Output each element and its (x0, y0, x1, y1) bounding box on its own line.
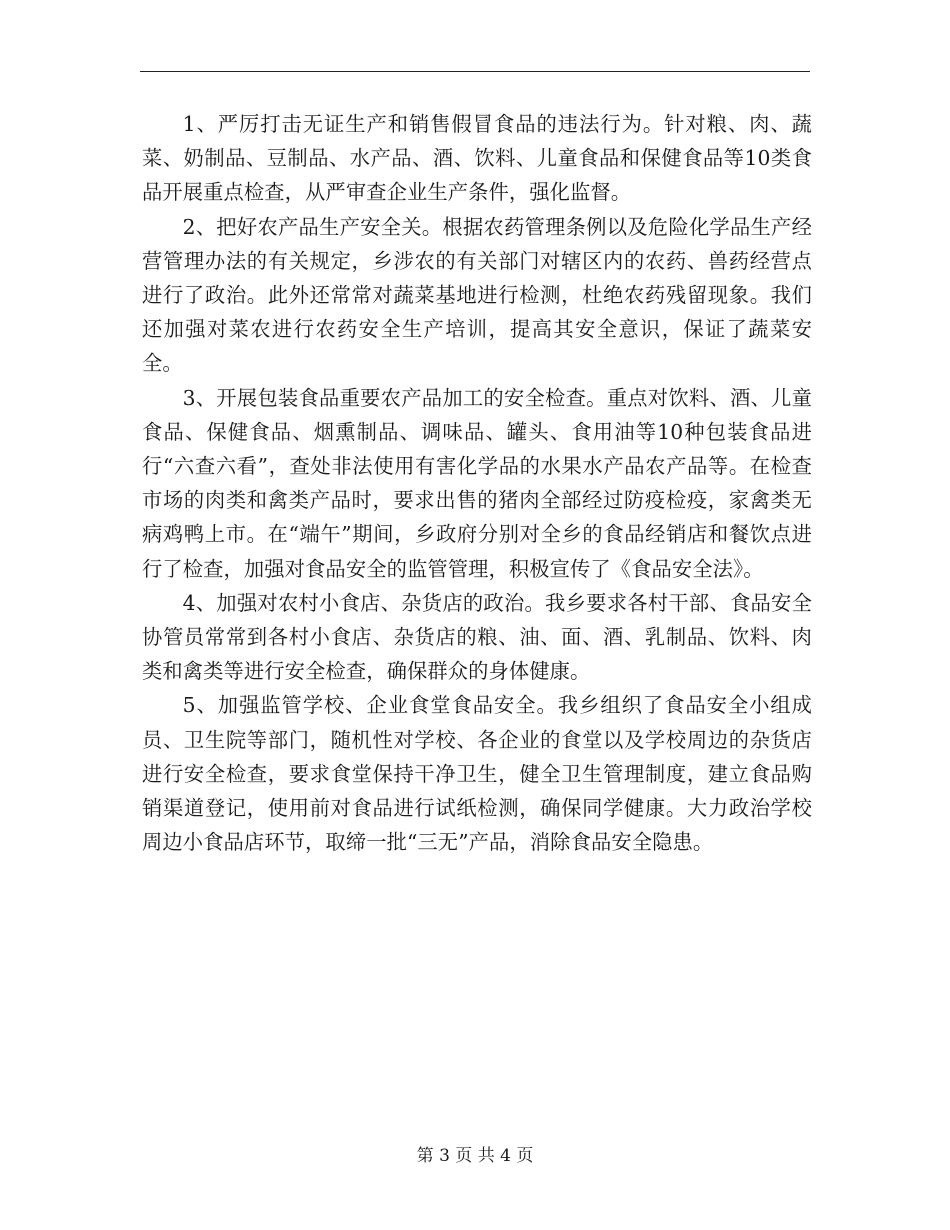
page-number-footer: 第 3 页 共 4 页 (416, 1146, 534, 1166)
header-rule (140, 71, 810, 72)
paragraph-2: 2、把好农产品生产安全关。根据农药管理条例以及危险化学品生产经营管理办法的有关规定，乡涉农的有关部门对辖区内的农药、兽药经营点进行了政治。此外还常常对蔬菜基地进行检测，杜绝农药残留现象。我们还加强对菜农进行农药安全生产培训，提高其安全意识，保证了蔬菜安全。 (142, 214, 812, 376)
paragraph-1: 1、严厉打击无证生产和销售假冒食品的违法行为。针对粮、肉、蔬菜、奶制品、豆制品、水产品、酒、饮料、儿童食品和保健食品等10类食品开展重点检查，从严审查企业生产条件，强化监督。 (142, 112, 812, 205)
document-body (142, 107, 812, 859)
paragraph-5: 5、加强监管学校、企业食堂食品安全。我乡组织了食品安全小组成员、卫生院等部门，随机性对学校、各企业的食堂以及学校周边的杂货店进行安全检查，要求食堂保持干净卫生，健全卫生管理制度，建立食品购销渠道登记，使用前对食品进行试纸检测，确保同学健康。大力政治学校周边小食品店环节，取缔一批“三无”产品，消除食品安全隐患。 (142, 693, 812, 855)
paragraph-4: 4、加强对农村小食店、杂货店的政治。我乡要求各村干部、食品安全协管员常常到各村小食店、杂货店的粮、油、面、酒、乳制品、饮料、肉类和禽类等进行安全检查，确保群众的身体健康。 (142, 590, 812, 684)
paragraph-3: 3、开展包装食品重要农产品加工的安全检查。重点对饮料、酒、儿童食品、保健食品、烟熏制品、调味品、罐头、食用油等10种包装食品进行“六查六看”，查处非法使用有害化学品的水果水产品农产品等。在检查市场的肉类和禽类产品时，要求出售的猪肉全部经过防疫检疫，家禽类无病鸡鸭上市。在“端午”期间，乡政府分别对全乡的食品经销店和餐饮点进行了检查，加强对食品安全的监管管理，积极宣传了《食品安全法》。 (142, 385, 812, 581)
